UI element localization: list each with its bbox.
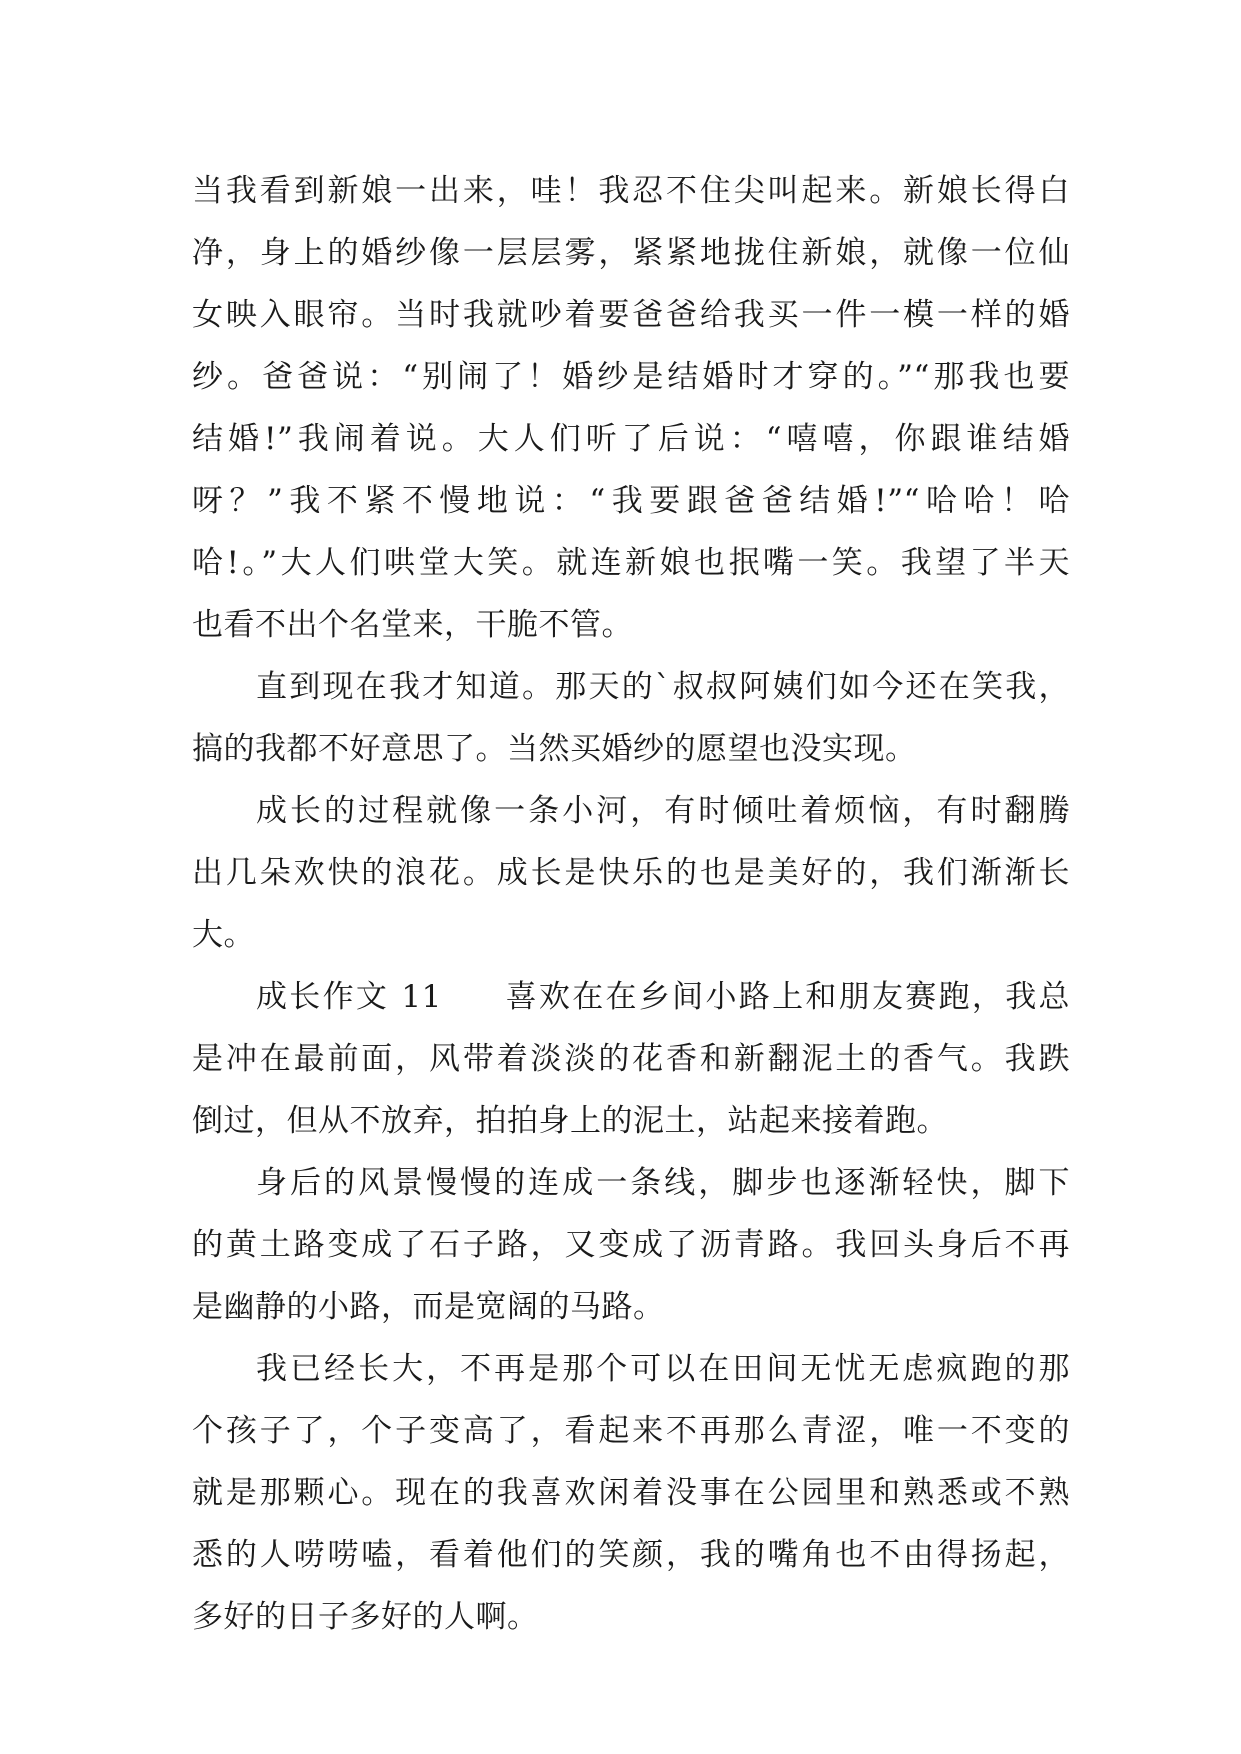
essay-body bbox=[192, 160, 1070, 1648]
text-line: 悉的人唠唠嗑，看着他们的笑颜，我的嘴角也不由得扬起， bbox=[192, 1537, 1070, 1573]
paragraph bbox=[192, 1338, 1070, 1648]
text-line: 净，身上的婚纱像一层层雾，紧紧地拢住新娘，就像一位仙 bbox=[192, 235, 1070, 271]
text-line: 呀？”我不紧不慢地说：“我要跟爸爸结婚!”“哈哈！哈 bbox=[192, 483, 1070, 519]
text-line: 当我看到新娘一出来，哇！我忍不住尖叫起来。新娘长得白 bbox=[192, 173, 1070, 209]
text-line: 女映入眼帘。当时我就吵着要爸爸给我买一件一模一样的婚 bbox=[192, 297, 1070, 333]
text-line: 搞的我都不好意思了。当然买婚纱的愿望也没实现。 bbox=[192, 731, 917, 767]
text-fragment: 喜欢在在乡间小路上和朋友赛跑，我总 bbox=[503, 979, 1070, 1015]
text-line: 的黄土路变成了石子路，又变成了沥青路。我回头身后不再 bbox=[192, 1227, 1070, 1263]
text-line: 个孩子了，个子变高了，看起来不再那么青涩，唯一不变的 bbox=[192, 1413, 1070, 1449]
paragraph bbox=[192, 966, 1070, 1152]
text-line: 倒过，但从不放弃，拍拍身上的泥土，站起来接着跑。 bbox=[192, 1103, 948, 1139]
text-line: 我已经长大，不再是那个可以在田间无忧无虑疯跑的那 bbox=[256, 1351, 1070, 1387]
text-line bbox=[192, 966, 1070, 1028]
paragraph bbox=[192, 656, 1070, 780]
text-line: 是冲在最前面，风带着淡淡的花香和新翻泥土的香气。我跌 bbox=[192, 1041, 1070, 1077]
text-line: 也看不出个名堂来，干脆不管。 bbox=[192, 607, 633, 643]
text-line: 身后的风景慢慢的连成一条线，脚步也逐渐轻快，脚下 bbox=[256, 1165, 1070, 1201]
text-line: 大。 bbox=[192, 917, 255, 953]
text-line: 是幽静的小路，而是宽阔的马路。 bbox=[192, 1289, 665, 1325]
essay-heading: 成长作文 11 bbox=[256, 979, 442, 1015]
text-line: 出几朵欢快的浪花。成长是快乐的也是美好的，我们渐渐长 bbox=[192, 855, 1070, 891]
text-line: 直到现在我才知道。那天的`叔叔阿姨们如今还在笑我， bbox=[256, 669, 1070, 705]
text-line: 就是那颗心。现在的我喜欢闲着没事在公园里和熟悉或不熟 bbox=[192, 1475, 1070, 1511]
paragraph bbox=[192, 1152, 1070, 1338]
text-line: 纱。爸爸说：“别闹了！婚纱是结婚时才穿的。”“那我也要 bbox=[192, 359, 1070, 395]
text-line: 哈!。”大人们哄堂大笑。就连新娘也抿嘴一笑。我望了半天 bbox=[192, 545, 1070, 581]
text-line: 成长的过程就像一条小河，有时倾吐着烦恼，有时翻腾 bbox=[256, 793, 1070, 829]
text-line: 结婚!”我闹着说。大人们听了后说：“嘻嘻，你跟谁结婚 bbox=[192, 421, 1070, 457]
paragraph bbox=[192, 780, 1070, 966]
paragraph bbox=[192, 160, 1070, 656]
text-line: 多好的日子多好的人啊。 bbox=[192, 1599, 539, 1635]
